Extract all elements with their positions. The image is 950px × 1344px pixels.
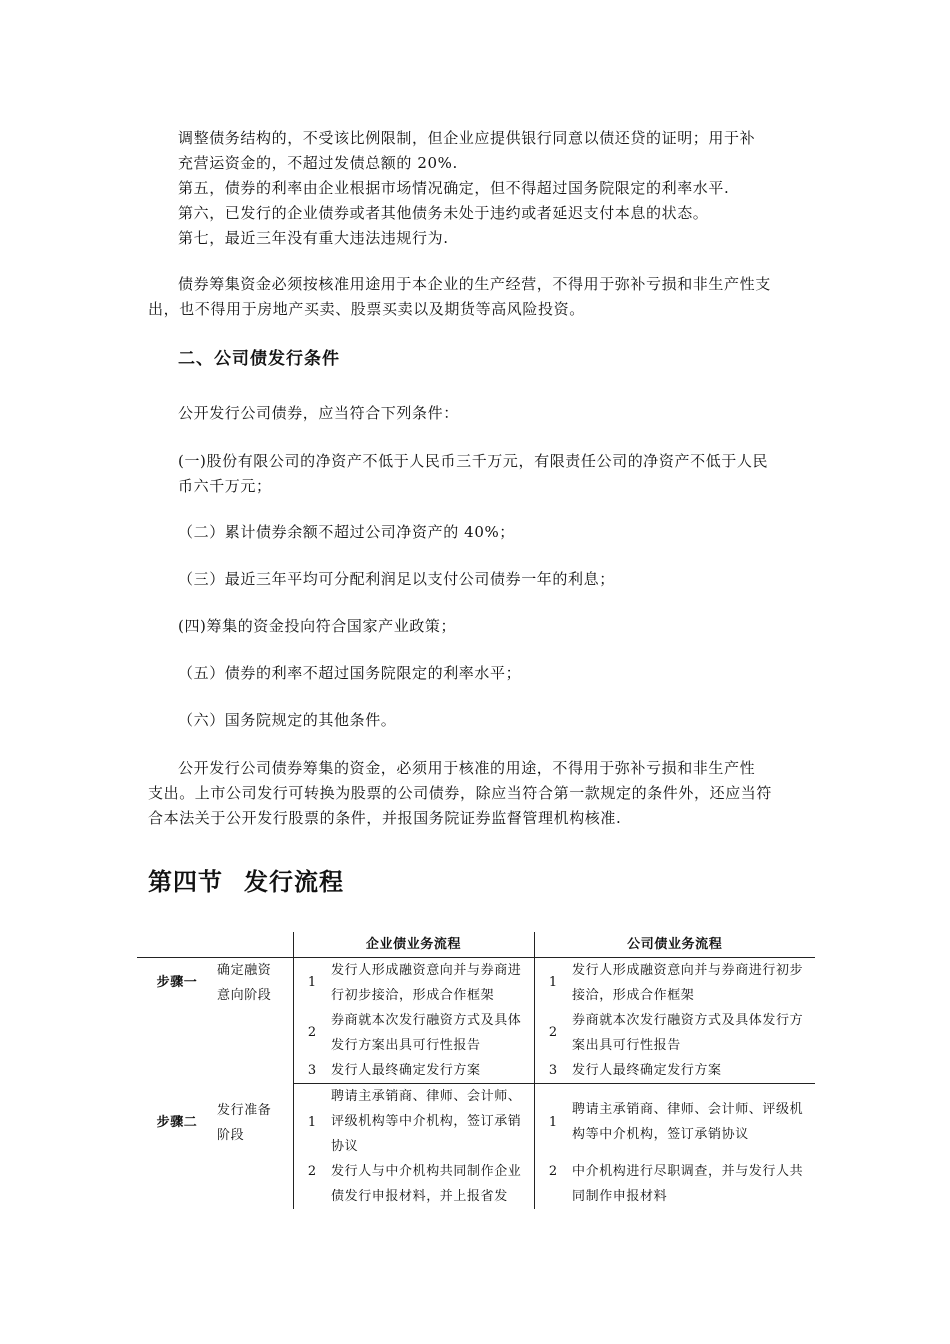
body-line: 出，也不得用于房地产买卖、股票买卖以及期货等高风险投资。 [148, 300, 585, 318]
row-number: 2 [534, 1008, 572, 1058]
table-header-corporate: 公司债业务流程 [534, 932, 815, 958]
condition-item: (一)股份有限公司的净资产不低于人民币三千万元，有限责任公司的净资产不低于人民 [178, 452, 769, 470]
corporate-step-text: 中介机构进行尽职调查，并与发行人共同制作申报材料 [572, 1164, 804, 1204]
condition-item: （二）累计债券余额不超过公司净资产的 40%； [178, 523, 515, 541]
row-number: 3 [293, 1058, 331, 1084]
row-number: 1 [293, 958, 331, 1009]
body-line: 第六，已发行的企业债券或者其他债务未处于违约或者延迟支付本息的状态。 [178, 204, 709, 222]
phase-text: 发行准备阶段 [217, 1102, 272, 1143]
body-line: 充营运资金的，不超过发债总额的 20%. [178, 154, 458, 172]
step-label: 步骤二 [156, 1114, 198, 1130]
body-line: 债券筹集资金必须按核准用途用于本企业的生产经营，不得用于弥补亏损和非生产性支 [178, 275, 771, 293]
row-number: 3 [534, 1058, 572, 1084]
row-number: 1 [534, 1084, 572, 1160]
corporate-step-text: 发行人最终确定发行方案 [572, 1058, 815, 1084]
phase-label [217, 1084, 293, 1210]
phase-label [217, 958, 293, 1084]
row-number: 2 [293, 1008, 331, 1058]
closing-line: 公开发行公司债券筹集的资金，必须用于核准的用途，不得用于弥补亏损和非生产性 [178, 759, 756, 777]
body-line: 调整债务结构的，不受该比例限制，但企业应提供银行同意以债还贷的证明；用于补 [178, 129, 756, 147]
row-number: 1 [534, 958, 572, 1009]
chapter-number: 第四节 [148, 867, 223, 896]
body-line: 第七，最近三年没有重大违法违规行为. [178, 229, 449, 247]
body-line: 第五，债券的利率由企业根据市场情况确定，但不得超过国务院限定的利率水平. [178, 179, 730, 197]
condition-item: （三）最近三年平均可分配利润足以支付公司债券一年的利息； [178, 570, 615, 588]
enterprise-step-text: 发行人最终确定发行方案 [331, 1058, 534, 1084]
closing-line: 合本法关于公开发行股票的条件，并报国务院证券监督管理机构核准. [148, 809, 622, 827]
corporate-step-text: 发行人形成融资意向并与券商进行初步接洽，形成合作框架 [572, 963, 804, 1003]
condition-item: 币六千万元； [178, 477, 272, 495]
enterprise-step-text: 发行人形成融资意向并与券商进行初步接洽，形成合作框架 [331, 963, 522, 1003]
row-number: 1 [293, 1084, 331, 1160]
corporate-step-text: 券商就本次发行融资方式及具体发行方案出具可行性报告 [572, 1013, 804, 1053]
corporate-step-text: 聘请主承销商、律师、会计师、评级机构等中介机构，签订承销协议 [572, 1102, 804, 1142]
issuance-flow-table [137, 932, 815, 1209]
phase-text: 确定融资意向阶段 [217, 963, 272, 1003]
table-row [137, 958, 815, 1009]
step-label: 步骤一 [156, 975, 198, 990]
enterprise-step-text: 发行人与中介机构共同制作企业债发行申报材料，并上报省发 [331, 1164, 522, 1204]
table-header-blank [137, 932, 293, 958]
enterprise-step-text: 券商就本次发行融资方式及具体发行方案出具可行性报告 [331, 1013, 522, 1053]
section-intro: 公开发行公司债券，应当符合下列条件： [178, 404, 459, 422]
condition-item: (四)筹集的资金投向符合国家产业政策； [178, 617, 457, 635]
table-header-enterprise: 企业债业务流程 [293, 932, 534, 958]
condition-item: （五）债券的利率不超过国务院限定的利率水平； [178, 664, 522, 682]
closing-line: 支出。上市公司发行可转换为股票的公司债券，除应当符合第一款规定的条件外，还应当符 [148, 784, 773, 802]
enterprise-step-text: 聘请主承销商、律师、会计师、评级机构等中介机构，签订承销协议 [331, 1089, 522, 1154]
row-number: 2 [293, 1159, 331, 1209]
chapter-title: 发行流程 [244, 867, 344, 896]
section-heading: 二、公司债发行条件 [178, 349, 340, 369]
condition-item: （六）国务院规定的其他条件。 [178, 711, 397, 729]
row-number: 2 [534, 1159, 572, 1209]
table-row [137, 1084, 815, 1160]
table-header-row [137, 932, 815, 958]
